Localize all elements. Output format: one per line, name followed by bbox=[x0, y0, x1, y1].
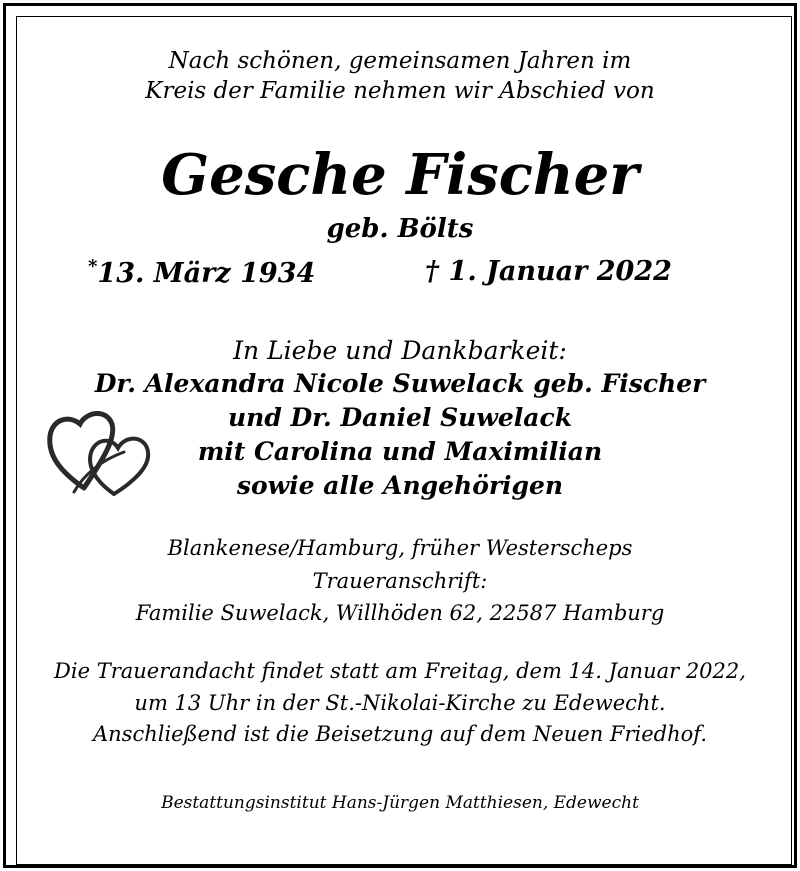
mourner-line-2: und Dr. Daniel Suwelack bbox=[227, 403, 573, 432]
mourners-heading: In Liebe und Dankbarkeit: bbox=[233, 336, 567, 365]
service-line-1: Die Trauerandacht findet statt am Freitag, dem 14. Januar 2022, bbox=[54, 659, 746, 683]
death-symbol: † bbox=[425, 256, 440, 287]
intro-line-2: Kreis der Familie nehmen wir Abschied von bbox=[145, 78, 655, 104]
intro-line-1: Nach schönen, gemeinsamen Jahren im bbox=[168, 48, 632, 74]
birth-date-line bbox=[88, 256, 315, 289]
deceased-name: Gesche Fischer bbox=[161, 142, 639, 208]
funeral-home: Bestattungsinstitut Hans-Jürgen Matthiesen, Edewecht bbox=[161, 793, 639, 813]
mourner-line-1: Dr. Alexandra Nicole Suwelack geb. Fischer bbox=[94, 369, 706, 398]
death-date-line bbox=[425, 256, 672, 287]
death-date: 1. Januar 2022 bbox=[448, 256, 672, 287]
place-line: Blankenese/Hamburg, früher Westerscheps bbox=[167, 536, 633, 560]
address-value: Familie Suwelack, Willhöden 62, 22587 Hamburg bbox=[135, 601, 665, 625]
mourner-line-4: sowie alle Angehörigen bbox=[236, 471, 564, 500]
birth-symbol: * bbox=[88, 256, 98, 277]
two-hearts-icon bbox=[44, 404, 154, 496]
maiden-name: geb. Bölts bbox=[326, 214, 474, 244]
address-label: Traueranschrift: bbox=[312, 569, 488, 593]
service-line-3: Anschließend ist die Beisetzung auf dem Neuen Friedhof. bbox=[92, 722, 707, 746]
mourner-line-3: mit Carolina und Maximilian bbox=[197, 437, 603, 466]
birth-date: 13. März 1934 bbox=[97, 258, 316, 289]
service-line-2: um 13 Uhr in der St.-Nikolai-Kirche zu Edewecht. bbox=[134, 691, 666, 715]
